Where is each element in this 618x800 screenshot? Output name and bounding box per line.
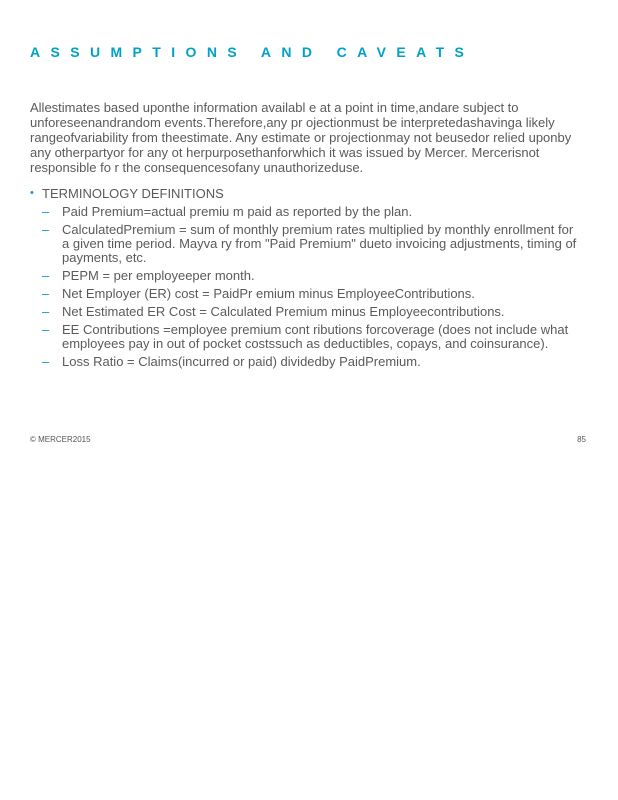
page-number: 85 (577, 435, 586, 444)
dash-icon: – (42, 204, 50, 219)
definition-text: PEPM = per employeeper month. (62, 268, 255, 283)
dash-icon: – (42, 286, 50, 301)
dash-icon: – (42, 322, 50, 337)
dash-icon: – (42, 304, 50, 319)
section-heading: TERMINOLOGY DEFINITIONS (42, 186, 224, 201)
page-title: ASSUMPTIONS AND CAVEATS (30, 44, 475, 60)
footer-copyright: © MERCER2015 (30, 435, 91, 444)
definition-paid-premium (30, 205, 578, 219)
definition-pepm (30, 269, 578, 283)
section-heading-row (30, 186, 578, 201)
definition-net-estimated-er-cost (30, 305, 578, 319)
dash-icon: – (42, 354, 50, 369)
definition-text: Loss Ratio = Claims(incurred or paid) dividedby PaidPremium. (62, 354, 421, 369)
definition-ee-contributions (30, 323, 578, 351)
definition-text: Net Employer (ER) cost = PaidPr emium minus EmployeeContributions. (62, 286, 475, 301)
definition-text: EE Contributions =employee premium cont ributions forcoverage (does not include what employees pay in out of pocket costssuch as deductibles, copays, and coinsurance). (62, 322, 569, 351)
definition-text: CalculatedPremium = sum of monthly premium rates multiplied by monthly enrollment for a given time period. Mayva ry from "Paid Premium" dueto invoicing adjustments, timing of payments, etc. (62, 222, 577, 265)
terminology-section (30, 186, 578, 373)
bullet-icon: • (30, 187, 34, 199)
definition-calculated-premium (30, 223, 578, 265)
definitions-list (30, 205, 578, 369)
dash-icon: – (42, 222, 50, 237)
definition-text: Paid Premium=actual premiu m paid as reported by the plan. (62, 204, 413, 219)
definition-text: Net Estimated ER Cost = Calculated Premium minus Employeecontributions. (62, 304, 505, 319)
definition-loss-ratio (30, 355, 578, 369)
intro-paragraph: Allestimates based uponthe information availabl e at a point in time,andare subject to unforeseenandrandom events.Therefore,any pr ojectionmust be interpretedashavinga likely rangeofvariability from theestimate. Any estimate or projectionmay not beusedor relied uponby any otherpartyor for any ot herpurposethanforwhich it was issued by Mercer. Mercerisnot responsible fo r the consequencesofany unauthorizeduse. (30, 100, 572, 175)
dash-icon: – (42, 268, 50, 283)
definition-net-employer-cost (30, 287, 578, 301)
